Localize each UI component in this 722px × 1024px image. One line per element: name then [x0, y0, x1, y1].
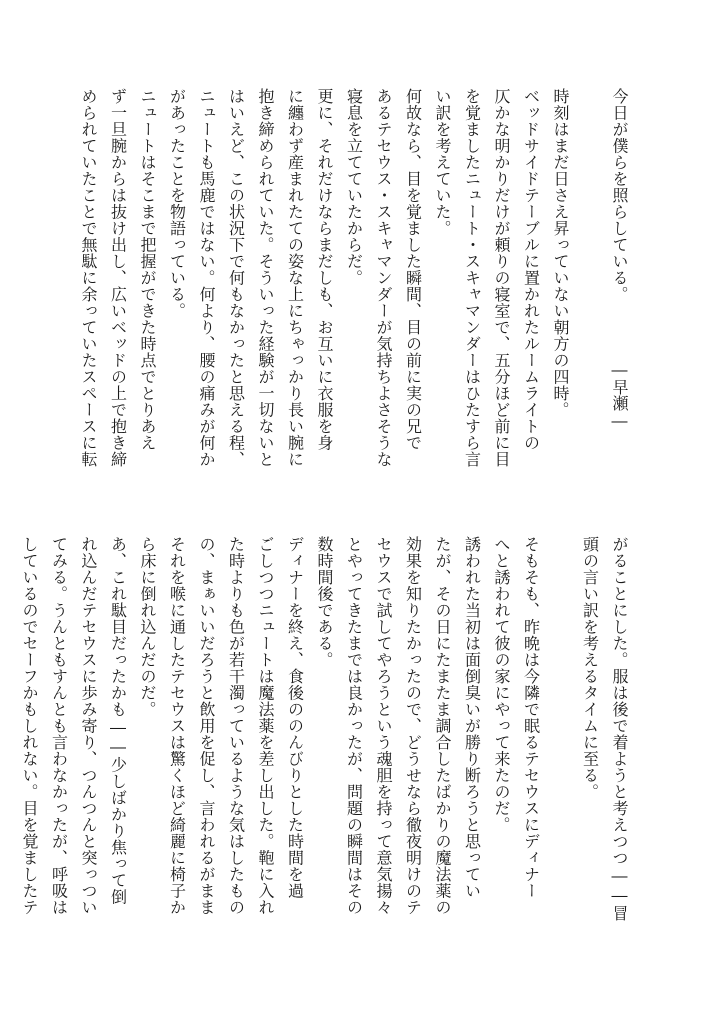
text-line: それを喉に通したテセウスは驚くほど綺麗に椅子か: [167, 536, 187, 916]
text-line: 仄かな明かりだけが頼りの寝室で、五分ほど前に目: [492, 88, 511, 468]
text-line: [546, 536, 576, 928]
text-line: たが、その日にたまたま調合したばかりの魔法薬の: [433, 536, 452, 916]
text-line: はいえど、この状況下で何もなかったと思える程、: [226, 88, 246, 468]
text-line: 誘われた当初は面倒臭いが勝り断ろうと思ってい: [462, 536, 482, 899]
text-line: そもそも、昨晩は今隣で眠るテセウスにディナー: [521, 536, 541, 899]
text-line: 何故なら、目を覚ました瞬間、目の前に実の兄で: [403, 88, 423, 451]
bottom-paragraph-lines: [15, 536, 635, 928]
text-line: の、まぁいいだろうと飲用を促し、言われるがまま: [197, 536, 216, 916]
text-line: があったことを物語っている。: [167, 88, 187, 319]
text-line: い訳を考えていた。: [433, 88, 452, 237]
story-title: 今日が僕らを照らしている。: [610, 88, 629, 303]
text-line: 頭の言い訳を考えるタイムに至る。: [580, 536, 600, 800]
text-line: ニュートも馬鹿ではない。何より、腰の痛みが何か: [197, 88, 216, 468]
text-line: に纏わず産まれたての姿な上にちゃっかり長い腕に: [285, 88, 305, 468]
text-line: がることにした。服は後で着ようと考えつつ――冒: [610, 536, 629, 922]
text-line: 効果を知りたかったので、どうせなら徹夜明けのテ: [403, 536, 423, 916]
text-line: 更に、それだけならまだしも、お互いに衣服を身: [315, 88, 334, 451]
text-line: 数時間後である。: [315, 536, 334, 668]
text-line: ニュートはそこまで把握ができた時点でとりあえ: [138, 88, 157, 451]
text-line: れ込んだテセウスに歩み寄り、つんつんと突っつい: [79, 536, 98, 916]
top-text-block: [79, 88, 634, 480]
text-line: 時刻はまだ日さえ昇っていない朝方の四時。: [551, 88, 570, 418]
text-line: てみる。うんともすんとも言わなかったが、呼吸は: [49, 536, 69, 916]
text-line: [575, 88, 605, 480]
text-line: ベッドサイドテーブルに置かれたルームライトの: [521, 88, 541, 451]
text-line: ごしつつニュートは魔法薬を差し出した。鞄に入れ: [256, 536, 275, 916]
text-line: しているのでセーフかもしれない。目を覚ましたテ: [20, 536, 39, 916]
text-line: あるテセウス・スキャマンダーが気持ちよさそうな: [374, 88, 393, 468]
text-line: へと誘われて彼の家にやって来たのだ。: [492, 536, 511, 833]
text-line: とやってきたまでは良かったが、問題の瞬間はその: [344, 536, 364, 916]
text-line: ら床に倒れ込んだのだ。: [138, 536, 157, 718]
text-line: た時よりも色が若干濁っているような気はしたもの: [226, 536, 246, 916]
author-name: ―早瀬―: [610, 360, 629, 430]
top-paragraph-lines: [74, 88, 605, 480]
text-line: を覚ましたニュート・スキャマンダーはひたすら言: [462, 88, 482, 468]
bottom-text-block: [20, 536, 634, 928]
text-line: あ、これ駄目だったかも――少しばかり焦って倒: [108, 536, 128, 905]
text-line: セウスで試してやろうという魂胆を持って意気揚々: [374, 536, 393, 916]
text-line: 寝息を立てていたからだ。: [344, 88, 364, 286]
text-line: められていたことで無駄に余っていたスペースに転: [79, 88, 98, 468]
text-line: ディナーを終え、食後ののんびりとした時間を過: [285, 536, 305, 899]
text-line: 抱き締められていた。そういった経験が一切ないと: [256, 88, 275, 468]
text-line: ず一旦腕からは抜け出し、広いベッドの上で抱き締: [108, 88, 128, 468]
